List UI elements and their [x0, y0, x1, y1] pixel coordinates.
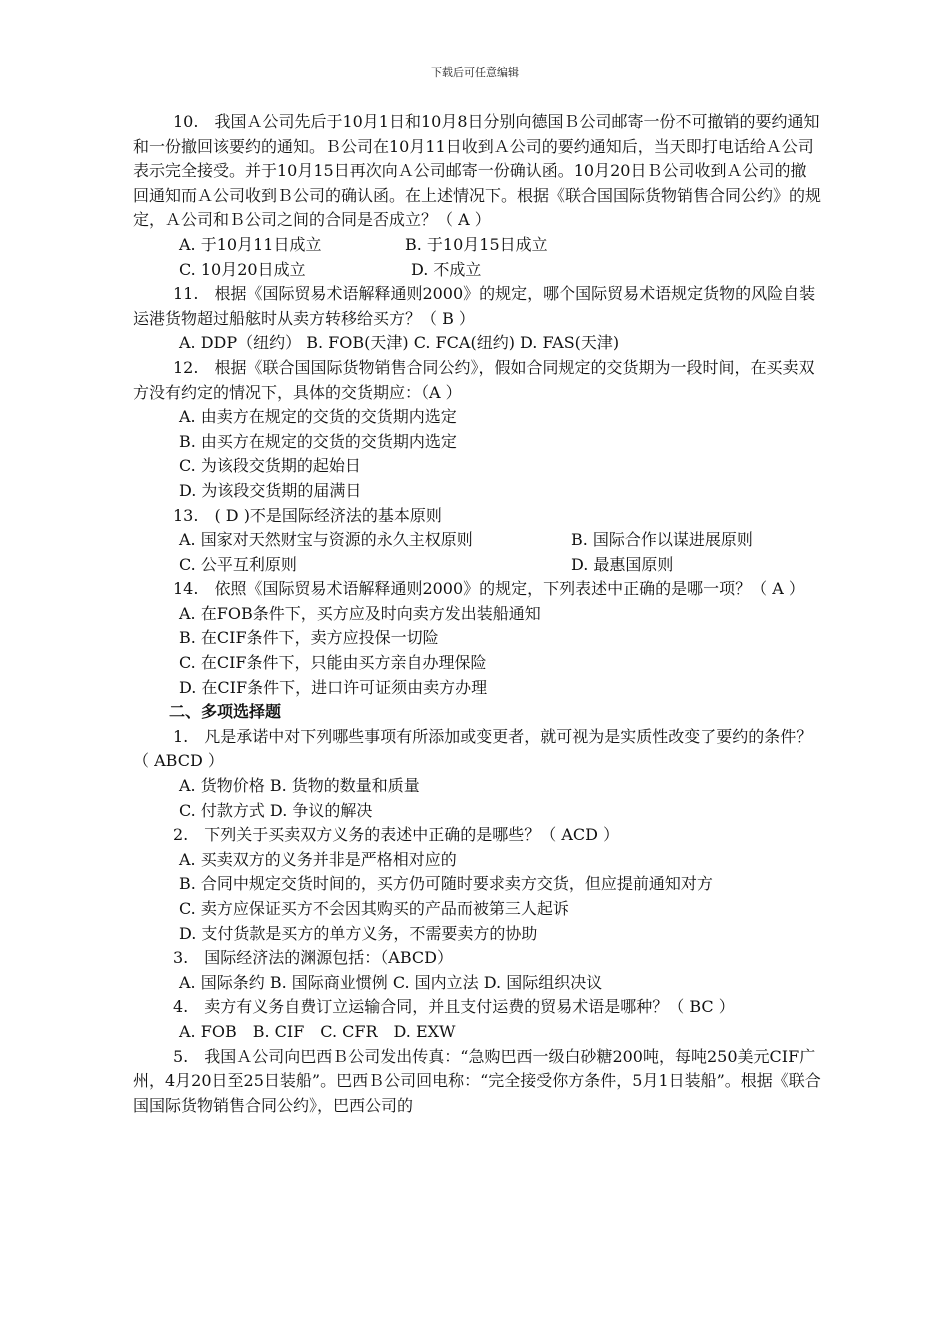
option-text: A. 于10月11日成立 — [179, 234, 322, 254]
option-text: C. 在CIF条件下，只能由买方亲自办理保险 — [179, 653, 487, 673]
question-text: 11. 根据《国际贸易术语解释通则2000》的规定，哪个国际贸易术语规定货物的风险自装运港货物超过船舷时从卖方转移给买方？（ B ） — [133, 284, 816, 328]
question-text: 10. 我国Ａ公司先后于10月1日和10月8日分别向德国Ｂ公司邮寄一份不可撤销的要约通知和一份撤回该要约的通知。Ｂ公司在10月11日收到Ａ公司的要约通知后，当天即打电话给Ａ公司表示完全接受。并于10月15日再次向Ａ公司邮寄一份确认函。10月20日Ｂ公司收到Ａ公司的撤回通知而Ａ公司收到Ｂ公司的确认函。在上述情况下。根据《联合国国际货物销售合同公约》的规定，Ａ公司和Ｂ公司之间的合同是否成立？（ A ） — [133, 112, 822, 230]
option-text: A. 国家对天然财宝与资源的永久主权原则 — [179, 530, 473, 550]
option-text: A. 由卖方在规定的交货的交货期内选定 — [179, 407, 457, 427]
question-text: 1. 凡是承诺中对下列哪些事项有所添加或变更者，就可视为是实质性改变了要约的条件？（ ABCD ） — [133, 726, 813, 771]
question-text: 5. 我国Ａ公司向巴西Ｂ公司发出传真：“急购巴西一级白砂糖200吨，每吨250美元CIF广州，4月20日至25日装船”。巴西Ｂ公司回电称：“完全接受你方条件，5月1日装船”。根据《联合国国际货物销售合同公约》，巴西公司的 — [133, 1046, 821, 1115]
option-pair — [133, 258, 821, 283]
option-text: B. 国际合作以谋进展原则 — [571, 530, 753, 550]
option-text: A. 在FOB条件下，买方应及时向卖方发出装船通知 — [179, 603, 541, 623]
page-header: 下载后可任意编辑 — [431, 66, 519, 79]
document-body — [133, 110, 821, 1118]
option-text: D. 最惠国原则 — [571, 554, 674, 574]
option-text: C. 卖方应保证买方不会因其购买的产品而被第三人起诉 — [179, 899, 569, 918]
option-text: B. 合同中规定交货时间的，买方仍可随时要求卖方交货，但应提前通知对方 — [179, 874, 713, 894]
question-text: 14. 依照《国际贸易术语解释通则2000》的规定，下列表述中正确的是哪一项？（ A ） — [173, 579, 805, 599]
option-text: D. 不成立 — [411, 259, 482, 279]
option-text: D. 在CIF条件下，进口许可证须由卖方办理 — [179, 677, 488, 697]
option-text: A. FOB B. CIF C. CFR D. EXW — [179, 1021, 456, 1041]
option-text: C. 付款方式 D. 争议的解决 — [179, 800, 373, 820]
question-text: 13. ( D )不是国际经济法的基本原则 — [173, 505, 442, 525]
option-text: B. 于10月15日成立 — [405, 234, 548, 254]
option-pair — [133, 528, 821, 553]
option-text: C. 公平互利原则 — [179, 554, 297, 574]
option-text: A. 货物价格 B. 货物的数量和质量 — [179, 776, 420, 796]
question-text: 3. 国际经济法的渊源包括：（ABCD） — [173, 948, 453, 968]
option-text: A. 买卖双方的义务并非是严格相对应的 — [179, 849, 457, 869]
option-text: A. DDP（纽约） B. FOB(天津) C. FCA(纽约) D. FAS(天津) — [179, 333, 620, 353]
option-text: B. 在CIF条件下，卖方应投保一切险 — [179, 628, 439, 648]
option-text: B. 由买方在规定的交货的交货期内选定 — [179, 431, 457, 451]
question-text: 4. 卖方有义务自费订立运输合同，并且支付运费的贸易术语是哪种？（ BC ） — [173, 997, 735, 1017]
option-text: D. 为该段交货期的届满日 — [179, 480, 362, 500]
option-text: D. 支付货款是买方的单方义务，不需要卖方的协助 — [179, 923, 538, 943]
option-text: C. 10月20日成立 — [179, 259, 306, 279]
section-heading: 二、多项选择题 — [169, 702, 282, 722]
option-text: C. 为该段交货期的起始日 — [179, 456, 361, 476]
option-text: A. 国际条约 B. 国际商业惯例 C. 国内立法 D. 国际组织决议 — [179, 972, 603, 992]
question-text: 2. 下列关于买卖双方义务的表述中正确的是哪些？（ ACD ） — [173, 825, 620, 845]
option-pair — [133, 553, 821, 578]
question-text: 12. 根据《联合国国际货物销售合同公约》，假如合同规定的交货期为一段时间，在买卖双方没有约定的情况下，具体的交货期应：（A ） — [133, 357, 815, 402]
option-pair — [133, 233, 821, 258]
